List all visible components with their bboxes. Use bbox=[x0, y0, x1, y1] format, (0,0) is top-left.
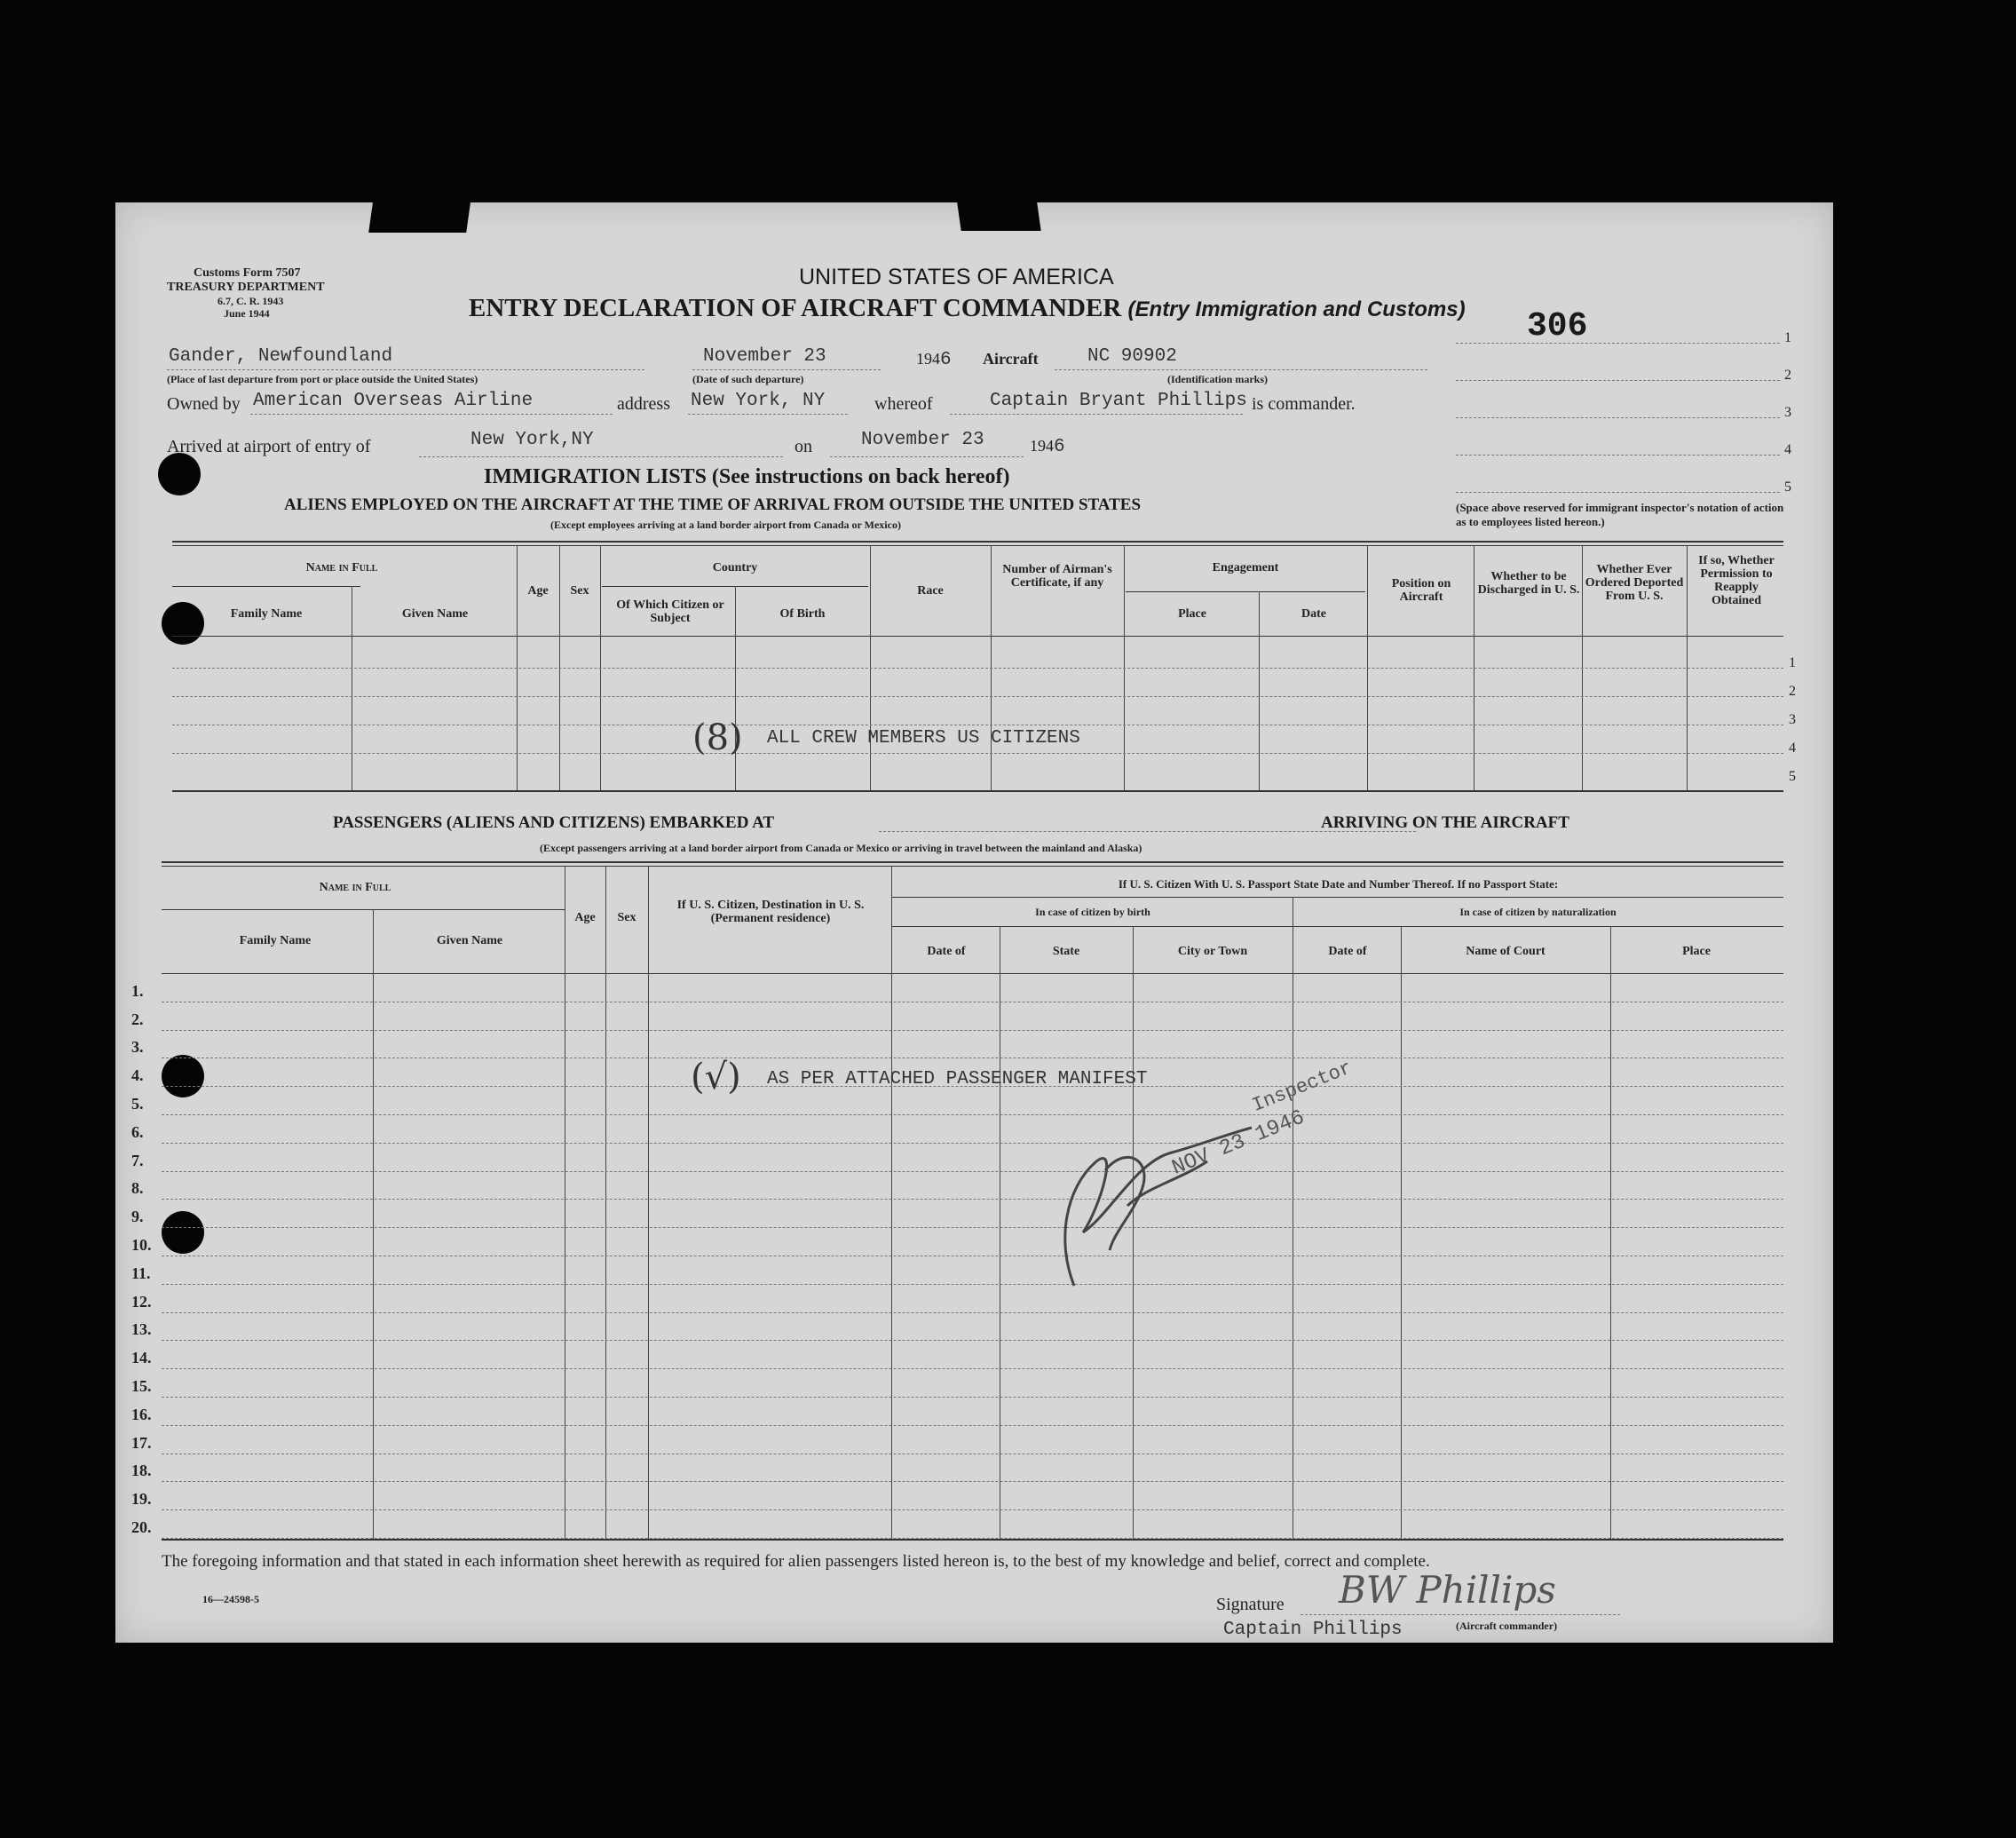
pax-col-place: Place bbox=[1682, 945, 1711, 958]
margin-number: 1 bbox=[1784, 330, 1791, 345]
passengers-note: (Except passengers arriving at a land border airport from Canada or Mexico or arriving in travel between the mainland and Alaska) bbox=[540, 842, 1142, 854]
aircraft-marks-caption: (Identification marks) bbox=[1167, 373, 1268, 385]
crew-col-date: Date bbox=[1301, 607, 1326, 621]
year-digit: 6 bbox=[1054, 437, 1065, 457]
pax-col-destination: If U. S. Citizen, Destination in U. S. (Permanent residence) bbox=[676, 899, 865, 925]
year-prefix: 194 bbox=[1030, 437, 1054, 455]
crew-col-permission: If so, Whether Permission to Reapply Obtained bbox=[1698, 554, 1775, 607]
pax-subheader-line bbox=[892, 897, 1783, 898]
whereof-label: whereof bbox=[874, 394, 933, 414]
pax-subheader-line bbox=[892, 926, 1783, 927]
commander-caption: (Aircraft commander) bbox=[1456, 1620, 1558, 1632]
crew-row-number: 5 bbox=[1789, 769, 1796, 784]
crew-row-line bbox=[172, 696, 1783, 697]
owner-name: American Overseas Airline bbox=[253, 391, 534, 411]
fill-line bbox=[688, 414, 848, 415]
fill-line bbox=[950, 414, 1243, 415]
pax-row-line bbox=[162, 1397, 1783, 1398]
owned-by-label: Owned by bbox=[167, 394, 241, 414]
pax-row-number: 15. bbox=[131, 1377, 152, 1395]
passengers-title: PASSENGERS (ALIENS AND CITIZENS) EMBARKED AT bbox=[333, 813, 775, 832]
pax-entry-mark: (√) bbox=[691, 1057, 741, 1097]
header-country: UNITED STATES OF AMERICA bbox=[799, 265, 1114, 289]
pax-col-city: City or Town bbox=[1177, 945, 1248, 958]
pax-row-number: 20. bbox=[131, 1518, 152, 1536]
pax-subheader-line bbox=[162, 909, 565, 910]
crew-row-number: 1 bbox=[1789, 655, 1796, 670]
punch-hole bbox=[158, 453, 201, 495]
margin-line bbox=[1456, 455, 1780, 456]
pax-row-line bbox=[162, 1171, 1783, 1172]
captain-signature: BW Phillips bbox=[1339, 1568, 1556, 1612]
aircraft-marks: NC 90902 bbox=[1087, 346, 1177, 367]
crew-col-airman-cert: Number of Airman's Certificate, if any bbox=[1002, 563, 1112, 590]
pax-col-family-name: Family Name bbox=[239, 934, 312, 947]
pax-col-line bbox=[648, 866, 649, 1539]
form-date: June 1944 bbox=[224, 307, 270, 320]
crew-entry-mark: (8) bbox=[692, 717, 743, 758]
crew-col-country: Country bbox=[712, 561, 758, 574]
margin-line bbox=[1456, 343, 1780, 344]
crew-row-number: 4 bbox=[1789, 741, 1796, 756]
crew-col-age: Age bbox=[527, 584, 549, 598]
pax-row-line bbox=[162, 1199, 1783, 1200]
pax-row-line bbox=[162, 1368, 1783, 1369]
stamp-line-2: NOV 23 1946 bbox=[1168, 1105, 1308, 1181]
pax-col-state: State bbox=[1052, 945, 1080, 958]
fill-line bbox=[830, 456, 1024, 457]
crew-table-bottom bbox=[172, 790, 1783, 792]
departure-date: November 23 bbox=[703, 346, 826, 367]
pax-col-name-in-full: Name in Full bbox=[319, 881, 391, 894]
pax-row-line bbox=[162, 1030, 1783, 1031]
owner-address: New York, NY bbox=[691, 391, 826, 411]
immigration-lists-title: IMMIGRATION LISTS (See instructions on back hereof) bbox=[484, 465, 1010, 488]
year-digit: 6 bbox=[940, 350, 952, 370]
departure-place-caption: (Place of last departure from port or place outside the United States) bbox=[167, 373, 478, 385]
pax-row-number: 16. bbox=[131, 1406, 152, 1423]
pax-row-number: 7. bbox=[131, 1152, 144, 1169]
crew-col-line bbox=[1259, 591, 1260, 790]
pax-col-passport: If U. S. Citizen With U. S. Passport State Date and Number Thereof. If no Passport State: bbox=[1118, 877, 1559, 891]
margin-number: 2 bbox=[1784, 368, 1791, 383]
pax-col-date-of-2: Date of bbox=[1328, 945, 1367, 958]
pax-row-number: 10. bbox=[131, 1236, 152, 1254]
arrival-on-label: on bbox=[795, 437, 812, 456]
pax-col-age: Age bbox=[574, 911, 596, 924]
form-number: Customs Form 7507 bbox=[194, 266, 301, 280]
arrival-airport: New York,NY bbox=[470, 430, 594, 450]
pax-col-given-name: Given Name bbox=[436, 934, 503, 947]
pax-col-sex: Sex bbox=[617, 911, 636, 924]
pax-col-line bbox=[605, 866, 606, 1539]
form-bottom-code: 16—24598-5 bbox=[202, 1593, 259, 1605]
pax-table-bottom bbox=[162, 1539, 1783, 1541]
punch-hole bbox=[162, 1211, 204, 1254]
title-main: ENTRY DECLARATION OF AIRCRAFT COMMANDER bbox=[469, 294, 1122, 322]
pax-row-line bbox=[162, 1425, 1783, 1426]
crew-col-line bbox=[735, 586, 736, 790]
crew-col-discharged: Whether to be Discharged in U. S. bbox=[1477, 570, 1580, 597]
pax-col-line bbox=[1610, 926, 1611, 1539]
punch-hole bbox=[162, 1055, 204, 1097]
departure-place: Gander, Newfoundland bbox=[169, 346, 393, 367]
pax-row-number: 9. bbox=[131, 1208, 144, 1225]
arrival-year bbox=[1030, 437, 1065, 457]
margin-number: 3 bbox=[1784, 405, 1791, 420]
crew-row-line bbox=[172, 668, 1783, 669]
crew-entry-text: ALL CREW MEMBERS US CITIZENS bbox=[767, 728, 1080, 749]
pax-row-line bbox=[162, 1284, 1783, 1285]
signature-label: Signature bbox=[1216, 1595, 1285, 1614]
pax-row-number: 1. bbox=[131, 982, 144, 1000]
pax-col-court: Name of Court bbox=[1466, 945, 1546, 958]
pax-row-line bbox=[162, 1509, 1783, 1510]
pax-row-number: 8. bbox=[131, 1179, 144, 1197]
margin-number: 4 bbox=[1784, 442, 1791, 457]
pax-row-number: 14. bbox=[131, 1349, 152, 1367]
departure-date-caption: (Date of such departure) bbox=[692, 373, 804, 385]
fill-line bbox=[419, 456, 783, 457]
crew-table-top-2 bbox=[172, 545, 1783, 546]
crew-col-given-name: Given Name bbox=[401, 607, 469, 621]
pax-row-number: 11. bbox=[131, 1264, 151, 1282]
pax-col-by-naturalization: In case of citizen by naturalization bbox=[1459, 906, 1617, 918]
crew-col-sex: Sex bbox=[570, 584, 589, 598]
crew-col-deported: Whether Ever Ordered Deported From U. S. bbox=[1585, 563, 1684, 603]
form-sheet bbox=[115, 202, 1833, 1643]
fill-line bbox=[167, 369, 644, 370]
typed-captain-name: Captain Phillips bbox=[1223, 1620, 1403, 1640]
passengers-title-right: ARRIVING ON THE AIRCRAFT bbox=[1321, 813, 1569, 832]
document-number: 306 bbox=[1527, 307, 1588, 345]
crew-col-citizen-of: Of Which Citizen or Subject bbox=[616, 598, 724, 625]
pax-row-number: 19. bbox=[131, 1490, 152, 1508]
pax-row-line bbox=[162, 1227, 1783, 1228]
fill-line bbox=[250, 414, 613, 415]
fill-line bbox=[1055, 369, 1427, 370]
pax-col-line bbox=[373, 909, 374, 1539]
pax-table-top bbox=[162, 861, 1783, 863]
form-department: TREASURY DEPARTMENT bbox=[167, 281, 325, 294]
pax-row-number: 18. bbox=[131, 1462, 152, 1479]
crew-subtitle: ALIENS EMPLOYED ON THE AIRCRAFT AT THE TIME OF ARRIVAL FROM OUTSIDE THE UNITED STATES bbox=[284, 495, 1142, 514]
top-notch-left bbox=[368, 197, 471, 233]
crew-subheader-line bbox=[1126, 591, 1365, 592]
margin-line bbox=[1456, 492, 1780, 493]
year-prefix: 194 bbox=[916, 350, 940, 368]
crew-row-line bbox=[172, 753, 1783, 754]
pax-row-number: 17. bbox=[131, 1434, 152, 1452]
crew-note: (Except employees arriving at a land border airport from Canada or Mexico) bbox=[550, 519, 901, 531]
departure-year bbox=[916, 350, 952, 370]
pax-header-bottom bbox=[162, 973, 1783, 974]
form-cfr: 6.7, C. R. 1943 bbox=[217, 295, 284, 307]
crew-row-number: 3 bbox=[1789, 712, 1796, 727]
pax-row-number: 3. bbox=[131, 1038, 144, 1056]
crew-col-of-birth: Of Birth bbox=[779, 607, 826, 621]
pax-col-by-birth: In case of citizen by birth bbox=[1035, 906, 1150, 918]
signature-line bbox=[1301, 1614, 1620, 1615]
pax-row-number: 13. bbox=[131, 1320, 152, 1338]
crew-col-position: Position on Aircraft bbox=[1391, 577, 1451, 604]
pax-row-line bbox=[162, 1143, 1783, 1144]
pax-col-date-of: Date of bbox=[927, 945, 966, 958]
crew-table-top bbox=[172, 541, 1783, 543]
crew-header-bottom bbox=[172, 636, 1783, 637]
pax-row-number: 5. bbox=[131, 1095, 144, 1113]
arrival-date: November 23 bbox=[861, 430, 984, 450]
top-notch-right bbox=[956, 197, 1040, 231]
stamp-line-1: Inspector bbox=[1248, 1057, 1356, 1117]
fill-line bbox=[692, 369, 881, 370]
crew-subheader-line bbox=[172, 586, 360, 587]
inspector-notation-note: (Space above reserved for immigrant inspector's notation of action as to employees listed hereon.) bbox=[1456, 501, 1784, 528]
crew-col-name-in-full: Name in Full bbox=[305, 561, 378, 574]
pax-table-top-2 bbox=[162, 866, 1783, 867]
address-label: address bbox=[617, 394, 670, 414]
crew-row-number: 2 bbox=[1789, 684, 1796, 699]
crew-col-engagement: Engagement bbox=[1212, 561, 1279, 574]
margin-number: 5 bbox=[1784, 479, 1791, 495]
pax-entry-text: AS PER ATTACHED PASSENGER MANIFEST bbox=[767, 1069, 1148, 1089]
pax-row-number: 12. bbox=[131, 1293, 152, 1311]
margin-line bbox=[1456, 380, 1780, 381]
pax-row-line bbox=[162, 1481, 1783, 1482]
is-commander-label: is commander. bbox=[1252, 394, 1356, 414]
commander-name: Captain Bryant Phillips bbox=[990, 391, 1247, 411]
aircraft-label: Aircraft bbox=[983, 350, 1039, 368]
margin-line bbox=[1456, 417, 1780, 418]
arrival-label: Arrived at airport of entry of bbox=[167, 437, 371, 456]
crew-col-race: Race bbox=[917, 584, 944, 598]
pax-row-number: 6. bbox=[131, 1123, 144, 1141]
pax-row-number: 2. bbox=[131, 1010, 144, 1028]
title-subtitle: (Entry Immigration and Customs) bbox=[1127, 297, 1466, 321]
certification-text: The foregoing information and that stated in each information sheet herewith as required for alien passengers listed hereon is, to the best of my knowledge and belief, correct and complete. bbox=[162, 1552, 1430, 1571]
page-title bbox=[469, 294, 1466, 323]
pax-row-number: 4. bbox=[131, 1066, 144, 1084]
pax-row-line bbox=[162, 1312, 1783, 1313]
pax-row-line bbox=[162, 1340, 1783, 1341]
crew-col-family-name: Family Name bbox=[230, 607, 303, 621]
pax-col-line bbox=[891, 866, 892, 1539]
pax-row-line bbox=[162, 1114, 1783, 1115]
pax-col-line bbox=[1401, 926, 1402, 1539]
crew-col-place: Place bbox=[1178, 607, 1206, 621]
pax-row-line bbox=[162, 1538, 1783, 1539]
